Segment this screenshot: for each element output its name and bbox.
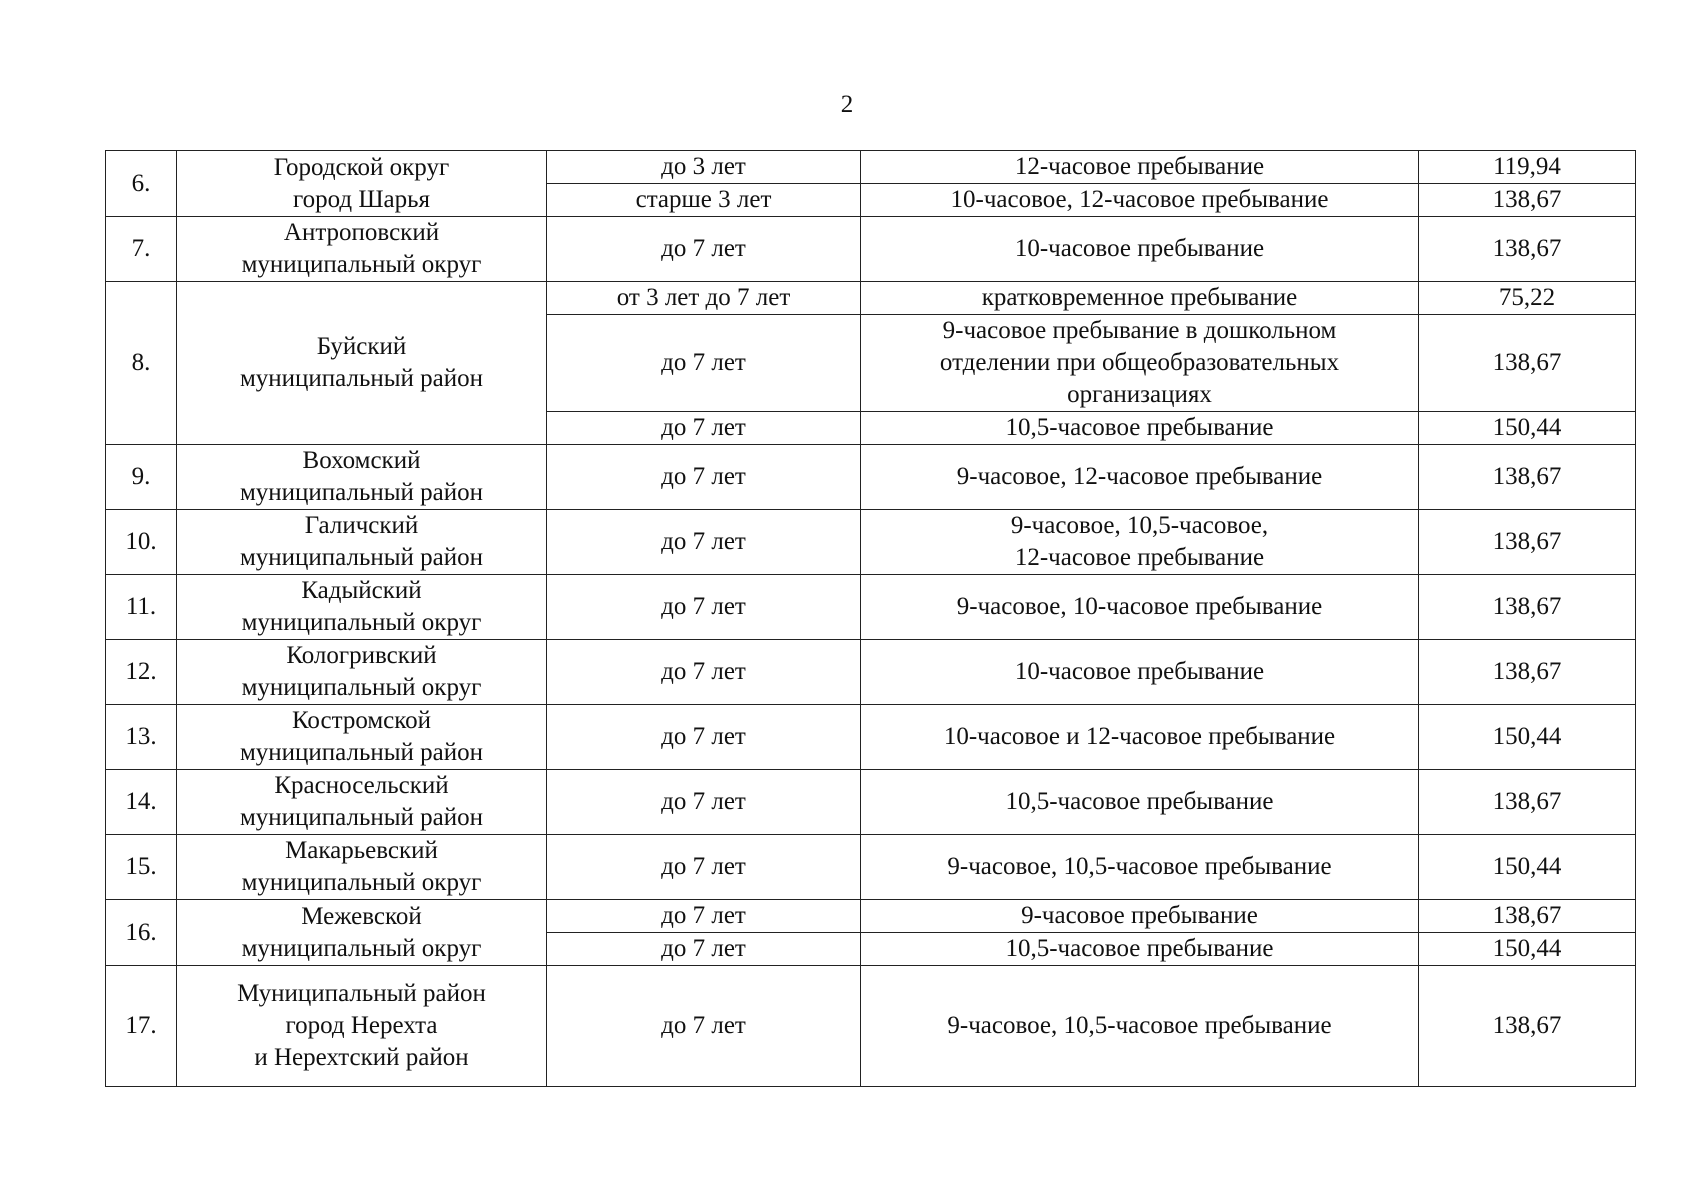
age-group-line: до 7 лет (661, 235, 746, 262)
rate-value: 150,44 (1492, 935, 1562, 962)
stay-mode-cell (861, 151, 1419, 184)
table-row (106, 705, 1636, 770)
municipality-name-line: Кологривский (286, 642, 437, 669)
rate-value: 119,94 (1493, 153, 1561, 180)
row-number-cell (106, 835, 177, 900)
row-number: 7. (131, 235, 151, 262)
table-row (106, 282, 1636, 315)
rate-cell (1419, 705, 1636, 770)
age-group-cell (547, 445, 861, 510)
municipality-name-line: Макарьевский (285, 837, 438, 864)
stay-mode-cell (861, 835, 1419, 900)
row-number: 6. (131, 169, 151, 197)
row-number: 16. (125, 918, 157, 946)
rate-value: 138,67 (1492, 186, 1562, 213)
rate-cell (1419, 770, 1636, 835)
municipality-cell (177, 575, 547, 640)
stay-mode-line: отделении при общеобразовательных (939, 349, 1340, 376)
age-group-line: до 7 лет (661, 723, 746, 750)
municipality-cell (177, 705, 547, 770)
row-number-cell (106, 445, 177, 510)
age-group-cell (547, 315, 861, 412)
age-group-line: от 3 лет до 7 лет (616, 284, 791, 311)
municipality-cell (177, 640, 547, 705)
stay-mode-cell (861, 705, 1419, 770)
stay-mode-cell (861, 640, 1419, 705)
municipality-name-line: Вохомский (302, 447, 421, 474)
stay-mode-cell (861, 445, 1419, 510)
stay-mode-line: 10-часовое, 12-часовое пребывание (950, 186, 1329, 213)
municipality-cell (177, 770, 547, 835)
municipality-name-line: Городской округ (273, 153, 450, 181)
municipality-name-line: и Нерехтский район (254, 1044, 469, 1071)
stay-mode-line: организациях (1067, 381, 1212, 408)
table-row (106, 151, 1636, 184)
municipality-name-line: муниципальный район (239, 479, 484, 506)
stay-mode-cell (861, 412, 1419, 445)
stay-mode-line: 10,5-часовое пребывание (1005, 788, 1274, 815)
rate-value: 138,67 (1492, 349, 1562, 376)
municipality-name-line: Костромской (291, 707, 432, 734)
row-number-cell (106, 575, 177, 640)
rate-cell (1419, 575, 1636, 640)
age-group-cell (547, 933, 861, 966)
municipality-name-line: муниципальный район (239, 365, 484, 392)
age-group-line: до 7 лет (661, 414, 746, 441)
rate-cell (1419, 282, 1636, 315)
age-group-cell (547, 835, 861, 900)
row-number-cell (106, 151, 177, 217)
age-group-cell (547, 510, 861, 575)
rate-value: 138,67 (1492, 902, 1562, 929)
stay-mode-line: 9-часовое, 12-часовое пребывание (956, 463, 1323, 490)
stay-mode-line: 9-часовое, 10-часовое пребывание (956, 593, 1323, 620)
age-group-line: до 7 лет (661, 1012, 746, 1039)
stay-mode-line: 10-часовое пребывание (1014, 658, 1265, 685)
tariff-table (105, 150, 1636, 1087)
municipality-name-line: муниципальный округ (241, 251, 482, 278)
row-number-cell (106, 640, 177, 705)
row-number-cell (106, 966, 177, 1087)
row-number-cell (106, 900, 177, 966)
table-row (106, 900, 1636, 933)
rate-cell (1419, 640, 1636, 705)
rate-value: 138,67 (1492, 593, 1562, 620)
age-group-line: до 7 лет (661, 788, 746, 815)
row-number: 12. (125, 658, 157, 685)
stay-mode-line: 10,5-часовое пребывание (1005, 414, 1274, 441)
municipality-name-line: Красносельский (274, 772, 449, 799)
age-group-line: до 7 лет (661, 349, 746, 376)
table-row (106, 575, 1636, 640)
stay-mode-line: кратковременное пребывание (981, 284, 1298, 311)
table-row (106, 770, 1636, 835)
municipality-name-line: муниципальный округ (241, 934, 482, 962)
stay-mode-cell (861, 282, 1419, 315)
row-number: 17. (125, 1012, 157, 1039)
municipality-name-line: Межевской (301, 902, 422, 930)
rate-cell (1419, 445, 1636, 510)
table-row (106, 640, 1636, 705)
age-group-line: до 7 лет (661, 593, 746, 620)
municipality-name-line: муниципальный округ (241, 609, 482, 636)
rate-cell (1419, 315, 1636, 412)
rate-cell (1419, 510, 1636, 575)
table-row (106, 510, 1636, 575)
table-row (106, 966, 1636, 1087)
stay-mode-cell (861, 217, 1419, 282)
age-group-cell (547, 770, 861, 835)
rate-value: 150,44 (1492, 853, 1562, 880)
row-number: 9. (131, 463, 151, 490)
municipality-cell (177, 445, 547, 510)
rate-value: 138,67 (1492, 463, 1562, 490)
age-group-cell (547, 640, 861, 705)
rate-value: 150,44 (1492, 723, 1562, 750)
age-group-cell (547, 966, 861, 1087)
rate-value: 138,67 (1492, 235, 1562, 262)
municipality-name-line: Галичский (304, 512, 419, 539)
rate-value: 138,67 (1492, 1012, 1562, 1039)
row-number: 10. (125, 528, 157, 555)
stay-mode-line: 9-часовое, 10,5-часовое, (1010, 512, 1269, 539)
stay-mode-cell (861, 933, 1419, 966)
stay-mode-cell (861, 770, 1419, 835)
municipality-cell (177, 835, 547, 900)
age-group-line: старше 3 лет (635, 186, 772, 213)
row-number: 15. (125, 853, 157, 880)
municipality-cell (177, 900, 547, 966)
age-group-line: до 7 лет (661, 853, 746, 880)
age-group-line: до 7 лет (661, 528, 746, 555)
stay-mode-line: 9-часовое пребывание в дошкольном (942, 317, 1337, 344)
row-number: 8. (131, 349, 151, 376)
municipality-cell (177, 217, 547, 282)
age-group-cell (547, 184, 861, 217)
age-group-cell (547, 282, 861, 315)
municipality-name-line: муниципальный округ (241, 869, 482, 896)
rate-value: 138,67 (1492, 658, 1562, 685)
age-group-cell (547, 900, 861, 933)
table-body (106, 151, 1636, 1087)
row-number: 14. (125, 788, 157, 815)
municipality-name-line: Антроповский (283, 219, 440, 246)
municipality-name-line: муниципальный район (239, 739, 484, 766)
row-number: 13. (125, 723, 157, 750)
municipality-name-line: Буйский (316, 333, 407, 360)
stay-mode-line: 10,5-часовое пребывание (1005, 935, 1274, 962)
municipality-name-line: муниципальный район (239, 804, 484, 831)
stay-mode-cell (861, 575, 1419, 640)
row-number-cell (106, 510, 177, 575)
row-number-cell (106, 770, 177, 835)
age-group-line: до 3 лет (661, 153, 746, 180)
age-group-line: до 7 лет (661, 463, 746, 490)
age-group-cell (547, 412, 861, 445)
municipality-cell (177, 151, 547, 217)
stay-mode-line: 12-часовое пребывание (1014, 153, 1265, 180)
rate-cell (1419, 933, 1636, 966)
municipality-name-line: город Шарья (292, 185, 431, 213)
row-number-cell (106, 217, 177, 282)
stay-mode-line: 9-часовое пребывание (1021, 902, 1258, 929)
rate-cell (1419, 184, 1636, 217)
row-number-cell (106, 282, 177, 445)
municipality-cell (177, 282, 547, 445)
stay-mode-line: 10-часовое и 12-часовое пребывание (943, 723, 1336, 750)
stay-mode-line: 9-часовое, 10,5-часовое пребывание (947, 1012, 1332, 1039)
rate-cell (1419, 835, 1636, 900)
rate-cell (1419, 151, 1636, 184)
age-group-line: до 7 лет (661, 902, 746, 929)
stay-mode-line: 9-часовое, 10,5-часовое пребывание (947, 853, 1332, 880)
rate-cell (1419, 217, 1636, 282)
age-group-cell (547, 217, 861, 282)
row-number: 11. (125, 593, 157, 620)
rate-value: 75,22 (1498, 284, 1556, 311)
municipality-name-line: муниципальный район (239, 544, 484, 571)
municipality-name-line: город Нерехта (285, 1012, 438, 1039)
age-group-cell (547, 151, 861, 184)
stay-mode-cell (861, 315, 1419, 412)
rate-cell (1419, 900, 1636, 933)
rate-value: 138,67 (1492, 528, 1562, 555)
stay-mode-line: 12-часовое пребывание (1014, 544, 1265, 571)
municipality-cell (177, 966, 547, 1087)
rate-value: 150,44 (1492, 414, 1562, 441)
stay-mode-cell (861, 184, 1419, 217)
table-row (106, 217, 1636, 282)
age-group-cell (547, 575, 861, 640)
stay-mode-cell (861, 510, 1419, 575)
municipality-cell (177, 510, 547, 575)
age-group-cell (547, 705, 861, 770)
stay-mode-cell (861, 900, 1419, 933)
municipality-name-line: Кадыйский (301, 577, 422, 604)
age-group-line: до 7 лет (661, 935, 746, 962)
row-number-cell (106, 705, 177, 770)
rate-cell (1419, 412, 1636, 445)
page-number: 2 (840, 91, 854, 118)
rate-value: 138,67 (1492, 788, 1562, 815)
age-group-line: до 7 лет (661, 658, 746, 685)
stay-mode-cell (861, 966, 1419, 1087)
table-row (106, 835, 1636, 900)
municipality-name-line: муниципальный округ (241, 674, 482, 701)
rate-cell (1419, 966, 1636, 1087)
table-row (106, 445, 1636, 510)
municipality-name-line: Муниципальный район (237, 980, 486, 1007)
stay-mode-line: 10-часовое пребывание (1014, 235, 1265, 262)
